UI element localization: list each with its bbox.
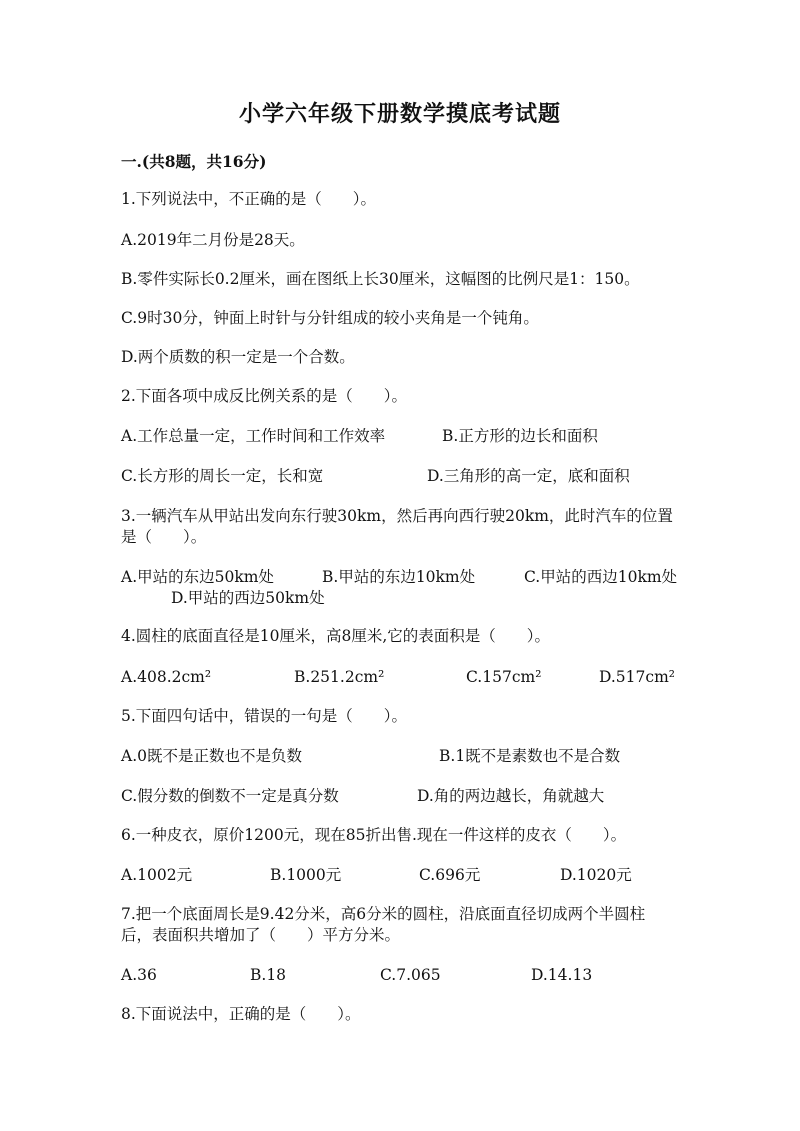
question-6-option-c: C.696元	[419, 866, 481, 884]
question-7-stem-line-1: 7.把一个底面周长是9.42分米，高6分米的圆柱，沿底面直径切成两个半圆柱	[121, 905, 646, 923]
question-5-stem: 5.下面四句话中，错误的一句是（ ）。	[121, 707, 408, 725]
question-6-option-b: B.1000元	[270, 866, 342, 884]
question-3-option-c: C.甲站的西边10km处	[524, 568, 678, 586]
question-4-option-c: C.157cm²	[466, 668, 542, 686]
question-3-option-d: D.甲站的西边50km处	[171, 589, 325, 607]
question-5-option-c: C.假分数的倒数不一定是真分数	[121, 787, 339, 805]
question-6-stem: 6.一种皮衣，原价1200元，现在85折出售.现在一件这样的皮衣（ ）。	[121, 826, 627, 844]
question-7-option-c: C.7.065	[380, 966, 441, 984]
section-heading: 一.(共8题，共16分)	[121, 152, 267, 171]
question-1-option-a: A.2019年二月份是28天。	[121, 231, 305, 249]
question-5-option-d: D.角的两边越长，角就越大	[417, 787, 605, 805]
question-3-stem-line-2: 是（ ）。	[121, 528, 207, 546]
question-2-option-a: A.工作总量一定，工作时间和工作效率	[121, 427, 386, 445]
question-2-option-d: D.三角形的高一定，底和面积	[427, 467, 630, 485]
question-4-option-a: A.408.2cm²	[121, 668, 212, 686]
question-1-option-b: B.零件实际长0.2厘米，画在图纸上长30厘米，这幅图的比例尺是1：150。	[121, 270, 640, 288]
question-3-option-a: A.甲站的东边50km处	[121, 568, 274, 586]
question-2-option-c: C.长方形的周长一定，长和宽	[121, 467, 324, 485]
question-1-option-d: D.两个质数的积一定是一个合数。	[121, 348, 355, 366]
question-7-stem-line-2: 后，表面积共增加了（ ）平方分米。	[121, 926, 401, 944]
question-7-option-b: B.18	[250, 966, 287, 984]
question-5-option-a: A.0既不是正数也不是负数	[121, 747, 302, 765]
question-5-option-b: B.1既不是素数也不是合数	[439, 747, 621, 765]
question-6-option-a: A.1002元	[121, 866, 193, 884]
question-4-option-b: B.251.2cm²	[294, 668, 385, 686]
question-3-option-b: B.甲站的东边10km处	[322, 568, 476, 586]
question-2-stem: 2.下面各项中成反比例关系的是（ ）。	[121, 387, 408, 405]
question-3-stem-line-1: 3.一辆汽车从甲站出发向东行驶30km，然后再向西行驶20km，此时汽车的位置	[121, 507, 673, 525]
page-title: 小学六年级下册数学摸底考试题	[238, 101, 561, 127]
question-7-option-d: D.14.13	[531, 966, 593, 984]
question-2-option-b: B.正方形的边长和面积	[442, 427, 598, 445]
question-6-option-d: D.1020元	[560, 866, 632, 884]
question-1-stem: 1.下列说法中，不正确的是（ ）。	[121, 190, 377, 208]
question-7-option-a: A.36	[121, 966, 157, 984]
question-4-option-d: D.517cm²	[599, 668, 675, 686]
question-1-option-c: C.9时30分，钟面上时针与分针组成的较小夹角是一个钝角。	[121, 309, 539, 327]
question-4-stem: 4.圆柱的底面直径是10厘米，高8厘米,它的表面积是（ ）。	[121, 627, 551, 645]
question-8-stem: 8.下面说法中，正确的是（ ）。	[121, 1005, 361, 1023]
